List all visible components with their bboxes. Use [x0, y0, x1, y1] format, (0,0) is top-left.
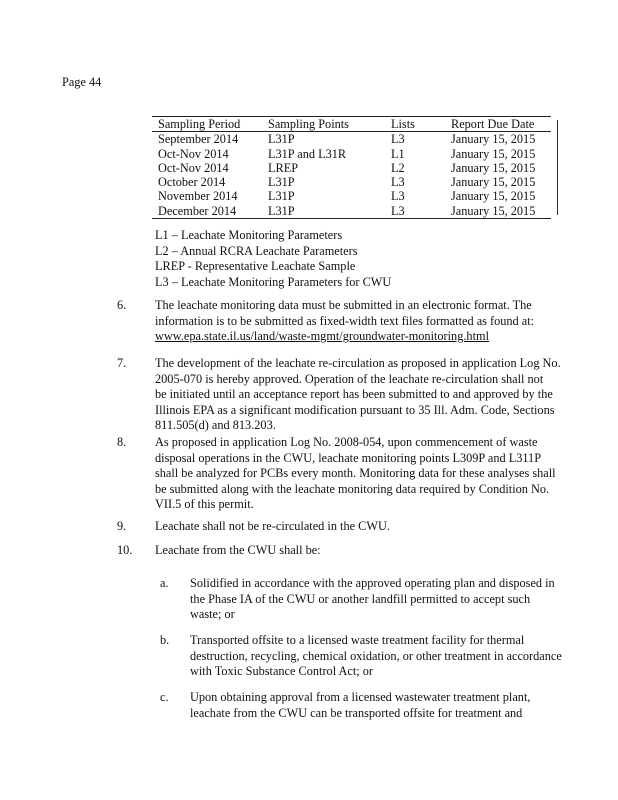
text-line: Solidified in accordance with the approved operating plan and disposed in	[190, 576, 555, 590]
table-header-row	[152, 117, 551, 132]
item-text	[190, 633, 562, 680]
item-text	[190, 576, 555, 623]
item-text	[155, 356, 561, 434]
item-number: 8.	[117, 435, 127, 449]
table-cell: December 2014	[158, 203, 237, 218]
text-line: leachate from the CWU can be transported offsite for treatment and	[190, 705, 523, 720]
table-cell: LREP	[268, 160, 299, 175]
item-number: c.	[160, 690, 169, 704]
legend-entry: L3 – Leachate Monitoring Parameters for CWU	[155, 274, 392, 289]
table-cell: October 2014	[158, 175, 226, 190]
table-row	[152, 132, 551, 147]
table-cell: L3	[391, 175, 405, 190]
text-line: Leachate shall not be re-circulated in the CWU.	[155, 519, 390, 533]
table-row	[152, 147, 551, 161]
text-line: be initiated until an acceptance report has been submitted to and approved by the	[155, 387, 553, 402]
item-text	[190, 690, 530, 721]
column-header: Sampling Period	[152, 117, 268, 132]
text-line: destruction, recycling, chemical oxidation, or other treatment in accordance	[190, 648, 562, 663]
table-cell: September 2014	[158, 132, 239, 147]
legend	[155, 228, 391, 290]
text-line: VII.5 of this permit.	[155, 497, 254, 512]
table-cell: January 15, 2015	[451, 175, 536, 190]
table-cell: L3	[391, 189, 405, 204]
text-line: Leachate from the CWU shall be:	[155, 543, 321, 557]
text-line: Transported offsite to a licensed waste treatment facility for thermal	[190, 633, 525, 647]
url-link[interactable]: www.epa.state.il.us/land/waste-mgmt/groundwater-monitoring.html	[155, 329, 489, 344]
table-row	[152, 161, 551, 175]
text-line: Upon obtaining approval from a licensed wastewater treatment plant,	[190, 690, 531, 704]
table-cell: January 15, 2015	[451, 146, 536, 161]
column-header: Lists	[391, 117, 451, 132]
text-line: shall be analyzed for PCBs every month. Monitoring data for these analyses shall	[155, 466, 556, 481]
table-cell: L2	[391, 160, 405, 175]
table-cell: L3	[391, 132, 405, 147]
item-text	[155, 543, 321, 559]
table-cell: Oct-Nov 2014	[158, 160, 229, 175]
item-number: 10.	[117, 543, 133, 557]
table-cell: L31P	[268, 203, 295, 218]
text-line: 811.505(d) and 813.203.	[155, 418, 276, 433]
legend-entry: LREP - Representative Leachate Sample	[155, 259, 356, 274]
table-cell: L31P	[268, 175, 295, 190]
legend-entry: L1 – Leachate Monitoring Parameters	[155, 228, 343, 242]
table-row	[152, 175, 551, 189]
table-cell: January 15, 2015	[451, 203, 536, 218]
item-text	[155, 519, 390, 535]
item-number: 6.	[117, 298, 127, 312]
table-cell: L31P	[268, 189, 295, 204]
table-cell: L31P and L31R	[268, 146, 347, 161]
table-cell: January 15, 2015	[451, 189, 536, 204]
table-row	[152, 204, 551, 219]
text-line: the Phase IA of the CWU or another landfill permitted to accept such	[190, 591, 531, 606]
item-number: a.	[160, 576, 169, 590]
table-cell: January 15, 2015	[451, 132, 536, 147]
table-cell: Oct-Nov 2014	[158, 146, 229, 161]
text-line: The development of the leachate re-circulation as proposed in application Log No.	[155, 356, 561, 370]
column-header: Sampling Points	[268, 117, 391, 132]
text-line: disposal operations in the CWU, leachate monitoring points L309P and L311P	[155, 450, 542, 465]
table-cell: L31P	[268, 132, 295, 147]
item-number: 9.	[117, 519, 127, 533]
text-line: with Toxic Substance Control Act; or	[190, 664, 374, 679]
page-label: Page 44	[62, 75, 102, 89]
text-line: The leachate monitoring data must be submitted in an electronic format. The	[155, 298, 532, 312]
text-line: Illinois EPA as a significant modification pursuant to 35 Ill. Adm. Code, Sections	[155, 402, 555, 417]
table-cell: L3	[391, 203, 405, 218]
text-line: As proposed in application Log No. 2008-054, upon commencement of waste	[155, 435, 538, 449]
sampling-schedule-table	[152, 116, 551, 219]
legend-entry: L2 – Annual RCRA Leachate Parameters	[155, 243, 358, 258]
table-row	[152, 189, 551, 203]
text-line: 2005-070 is hereby approved. Operation of the leachate re-circulation shall not	[155, 371, 544, 386]
item-text	[155, 435, 556, 513]
item-number: b.	[160, 633, 170, 647]
table-cell: November 2014	[158, 189, 238, 204]
item-text	[155, 298, 534, 345]
item-number: 7.	[117, 356, 127, 370]
text-line: waste; or	[190, 607, 235, 622]
table-cell: L1	[391, 146, 405, 161]
table-border	[557, 120, 558, 215]
table-cell: January 15, 2015	[451, 160, 536, 175]
column-header: Report Due Date	[451, 117, 551, 132]
text-line: be submitted along with the leachate monitoring data required by Condition No.	[155, 481, 550, 496]
text-line: information is to be submitted as fixed-width text files formatted as found at:	[155, 313, 535, 328]
